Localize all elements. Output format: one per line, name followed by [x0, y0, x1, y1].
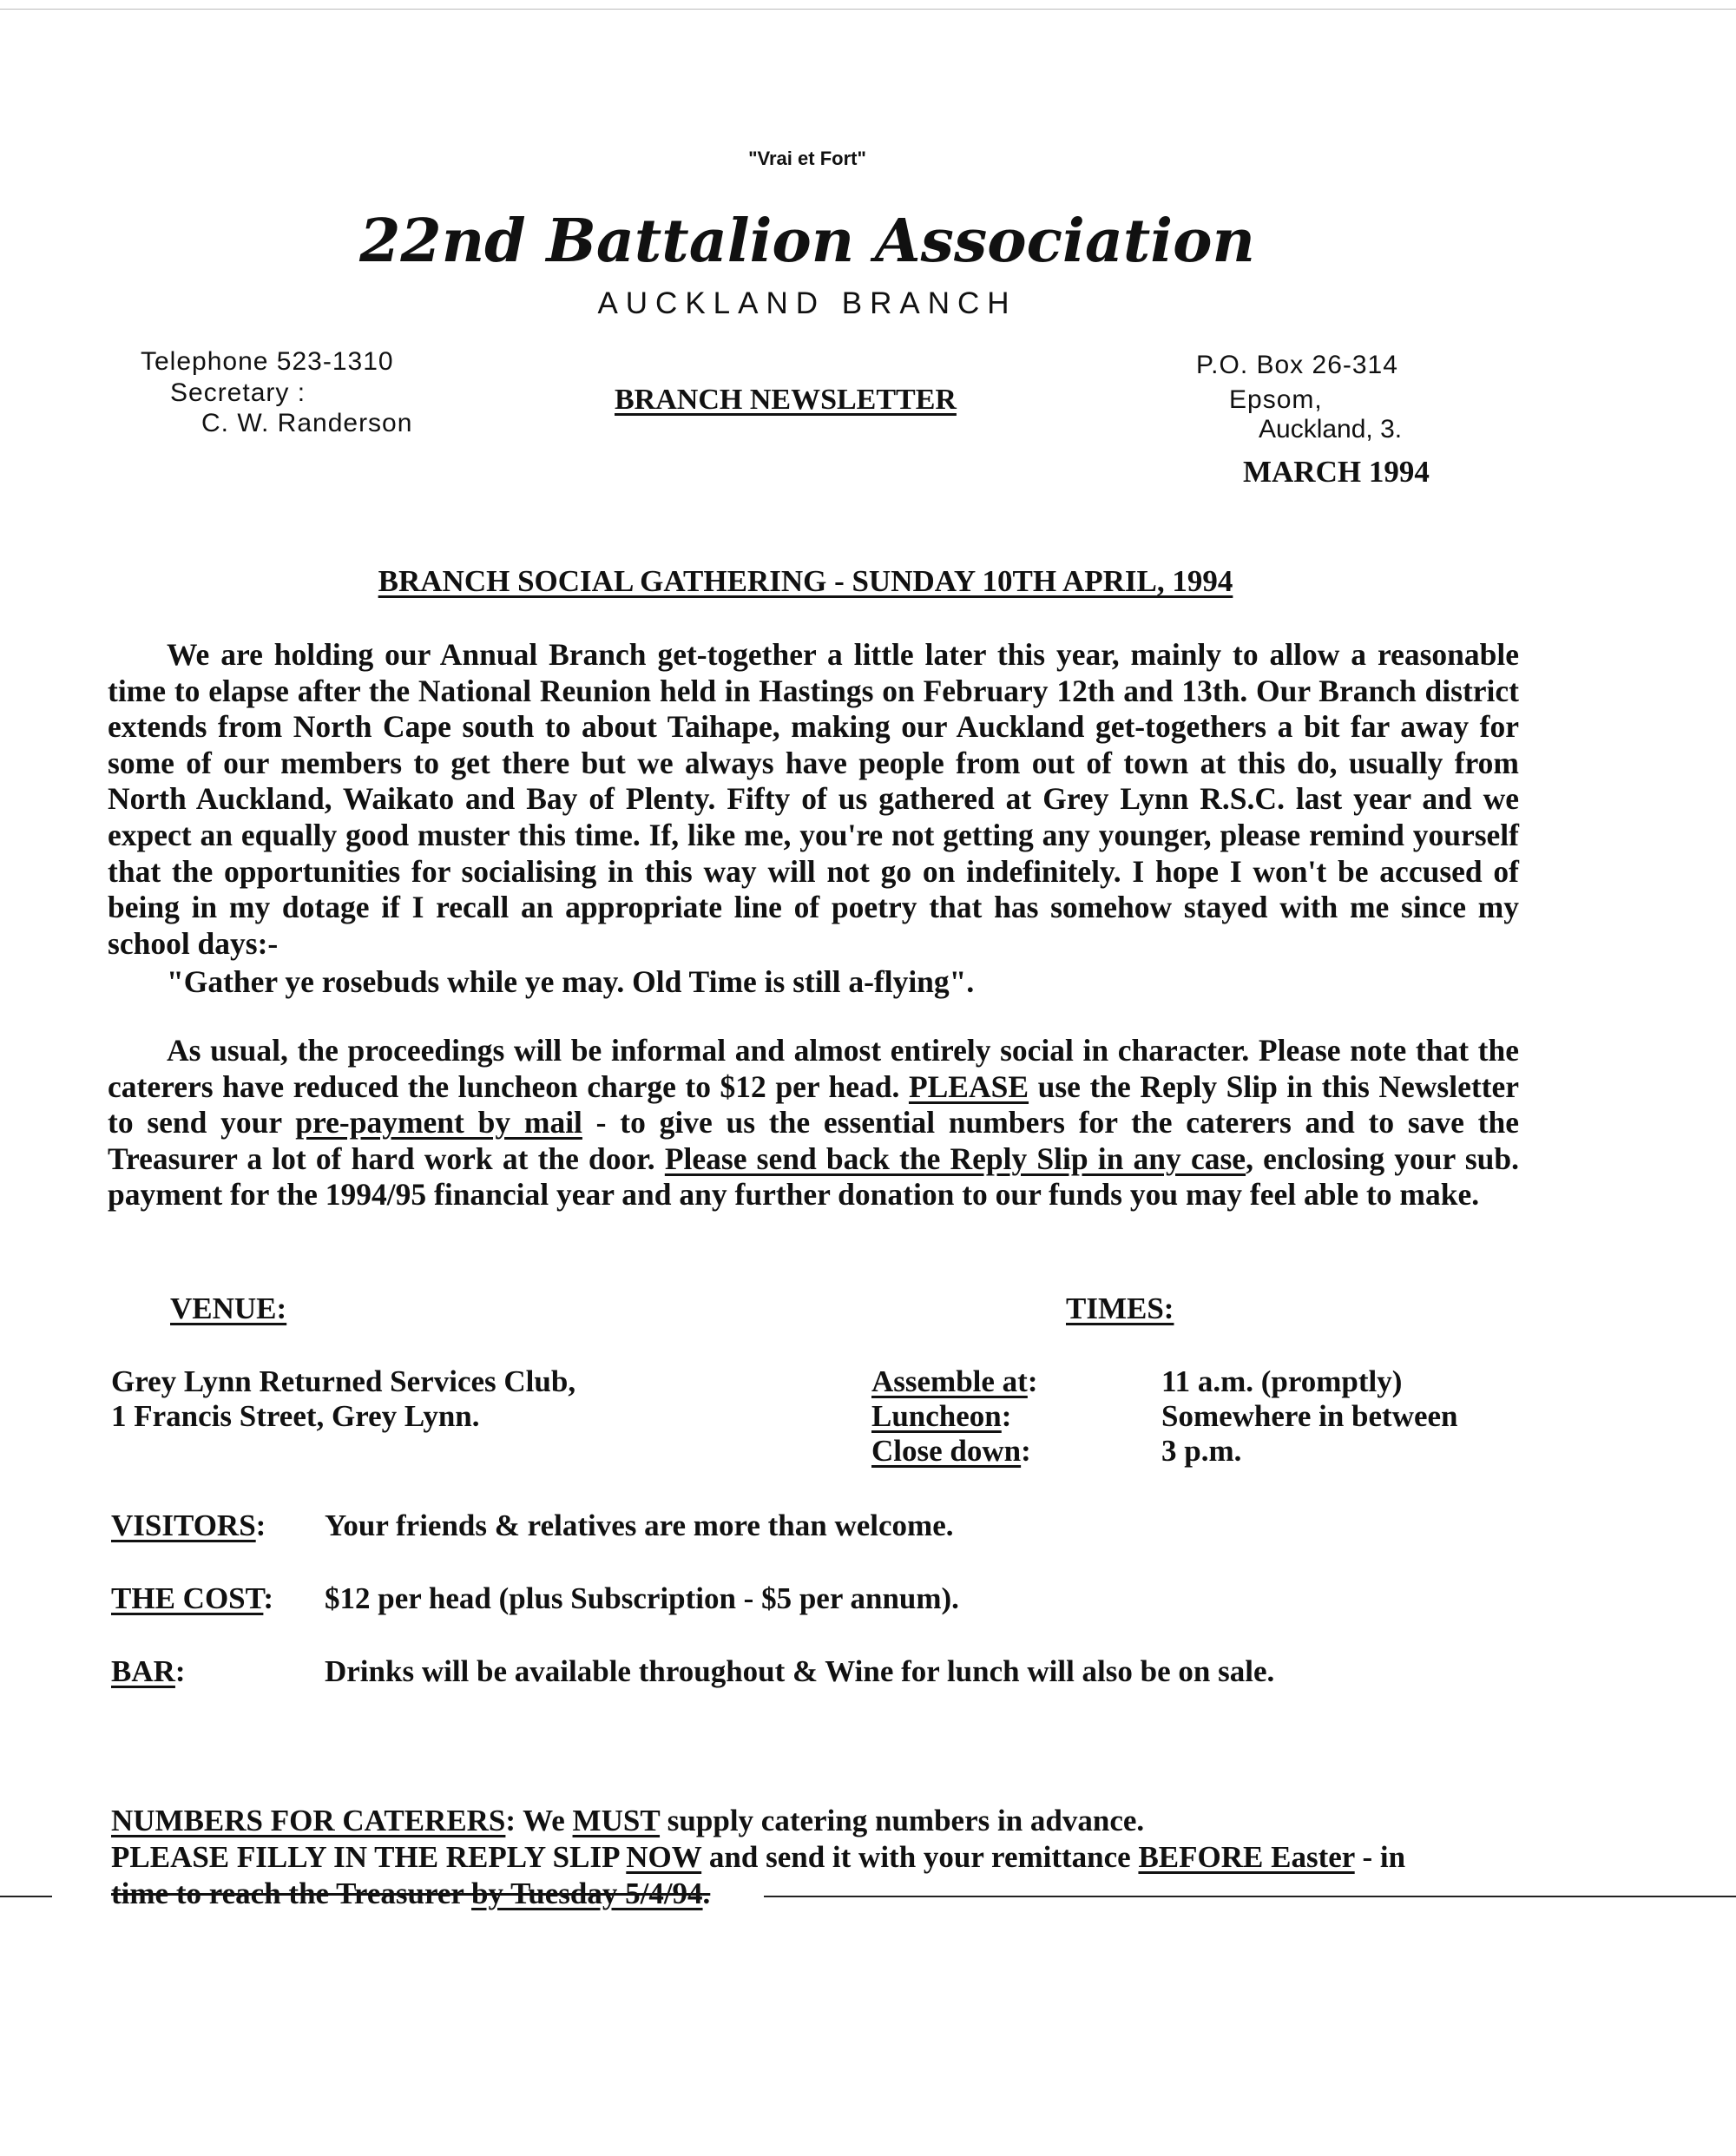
caterers-line-2: PLEASE FILLY IN THE REPLY SLIP NOW and send it with your remittance BEFORE Easter - in	[111, 1840, 1406, 1874]
motto: "Vrai et Fort"	[748, 148, 866, 169]
detail-value: $12 per head (plus Subscription - $5 per annum).	[325, 1581, 959, 1615]
visitors-row: VISITORS: Your friends & relatives are more than welcome.	[111, 1509, 954, 1542]
cost-row: THE COST: $12 per head (plus Subscription - $5 per annum).	[111, 1581, 959, 1615]
proceedings-text-d: , enclosing your sub. payment for the 1994/95 financial year and any further donation to our funds you may feel able to make.	[108, 1140, 1520, 1213]
times-value: 3 p.m.	[1161, 1434, 1242, 1468]
times-label: Luncheon	[871, 1399, 1002, 1433]
times-label: Assemble at	[871, 1364, 1028, 1398]
please-emphasis: PLEASE	[908, 1068, 1029, 1104]
prepayment-emphasis: pre-payment by mail	[295, 1105, 582, 1140]
detail-label: THE COST	[111, 1581, 264, 1615]
venue-line-2: 1 Francis Street, Grey Lynn.	[111, 1399, 480, 1433]
newsletter-date: MARCH 1994	[1243, 455, 1430, 489]
before-easter-emphasis: BEFORE Easter	[1138, 1840, 1355, 1874]
times-value: 11 a.m. (promptly)	[1161, 1364, 1403, 1398]
deadline-emphasis: by Tuesday 5/4/94	[471, 1877, 703, 1910]
secretary-label: Secretary :	[170, 378, 306, 407]
proceedings-text-c: - to give us the essential numbers for the caterers and to save the Treasurer a lot of hard work at the door.	[108, 1105, 1519, 1176]
intro-text: We are holding our Annual Branch get-together a little later this year, mainly to allow a reasonable time to elapse after the National Reunion held in Hastings on February 12th and 13th. Our Branch district extends from North Cape south to about Taihape, making our Auckland get-togethers a bit far away for some of our members to get there but we always have people from out of town at this do, usually from North Auckland, Waikato and Bay of Plenty. Fifty of us gathered at Grey Lynn R.S.C. last year and we expect an equally good muster this time. If, like me, you're not getting any younger, please remind yourself that the opportunities for socialising in this way will not go on indefinitely. I hope I won't be accused of being in my dotage if I recall an appropriate line of poetry that has somehow stayed with me since my school days:-	[108, 637, 1519, 961]
proceedings-text-a: As usual, the proceedings will be informal and almost entirely social in character. Please note that the caterers have reduced the luncheon charge to $12 per head.	[108, 1033, 1519, 1104]
times-row-assemble: Assemble at: 11 a.m. (promptly)	[871, 1364, 1403, 1398]
newsletter-title: BRANCH NEWSLETTER	[615, 384, 957, 416]
must-emphasis: MUST	[572, 1804, 661, 1837]
cut-line	[764, 1896, 1736, 1897]
detail-label: VISITORS	[111, 1509, 256, 1542]
times-heading: TIMES:	[1066, 1292, 1174, 1325]
caterers-line-3: time to reach the Treasurer by Tuesday 5/4/94.	[111, 1877, 711, 1910]
secretary-name: C. W. Randerson	[201, 409, 413, 437]
caterers-label: NUMBERS FOR CATERERS	[111, 1804, 506, 1837]
detail-label: BAR	[111, 1654, 175, 1688]
proceedings-paragraph	[108, 1033, 1519, 1213]
venue-heading: VENUE:	[170, 1292, 287, 1325]
scan-top-edge	[0, 9, 1736, 10]
suburb: Epsom,	[1229, 385, 1323, 414]
branch-name: AUCKLAND BRANCH	[597, 286, 1017, 320]
caterers-line-1: NUMBERS FOR CATERERS: We MUST supply catering numbers in advance.	[111, 1804, 1145, 1837]
intro-paragraph	[108, 637, 1519, 962]
bar-row: BAR: Drinks will be available throughout & Wine for lunch will also be on sale.	[111, 1654, 1275, 1688]
poetry-quote: "Gather ye rosebuds while ye may. Old Time is still a-flying".	[167, 964, 975, 999]
venue-line-1: Grey Lynn Returned Services Club,	[111, 1364, 576, 1398]
city: Auckland, 3.	[1259, 415, 1403, 444]
po-box: P.O. Box 26-314	[1196, 351, 1398, 379]
times-row-luncheon: Luncheon: Somewhere in between	[871, 1399, 1458, 1433]
reply-slip-emphasis: Please send back the Reply Slip in any case	[664, 1140, 1246, 1176]
cut-line-left	[0, 1896, 52, 1897]
times-value: Somewhere in between	[1161, 1399, 1458, 1433]
times-row-close: Close down: 3 p.m.	[871, 1434, 1242, 1468]
now-emphasis: NOW	[626, 1840, 702, 1874]
detail-value: Drinks will be available throughout & Wine for lunch will also be on sale.	[325, 1654, 1275, 1688]
detail-value: Your friends & relatives are more than welcome.	[325, 1509, 954, 1542]
proceedings-text-b: use the Reply Slip in this Newsletter to send your	[108, 1068, 1519, 1140]
times-label: Close down	[871, 1434, 1022, 1468]
telephone: Telephone 523-1310	[141, 347, 394, 376]
event-heading: BRANCH SOCIAL GATHERING - SUNDAY 10TH APRIL, 1994	[378, 564, 1233, 598]
association-title: 22nd Battalion Association	[359, 207, 1255, 276]
